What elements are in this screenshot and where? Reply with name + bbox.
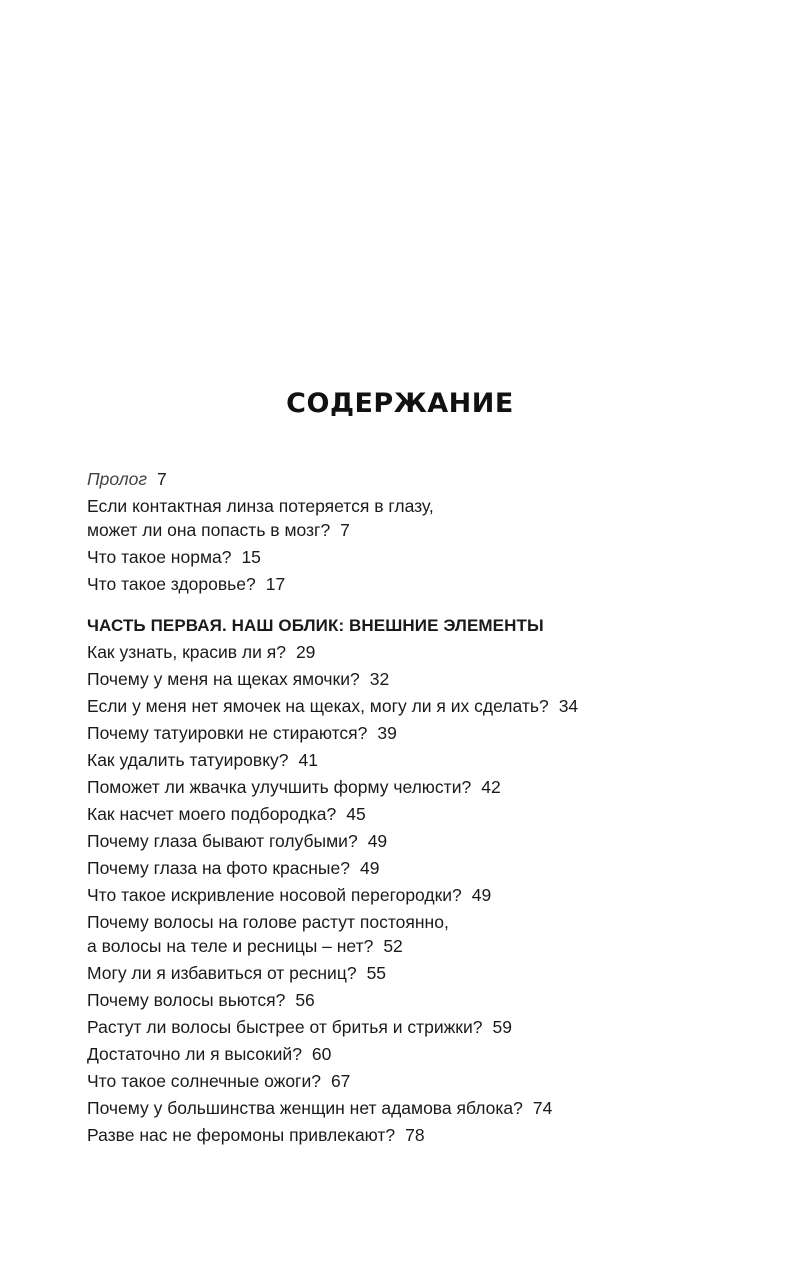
toc-entry-title: Как насчет моего подбородка? — [87, 804, 337, 824]
toc-entry[interactable] — [87, 545, 747, 569]
toc-entry-title: а волосы на теле и ресницы – нет? — [87, 936, 374, 956]
toc-entry-page: 67 — [330, 1071, 351, 1091]
toc-entry-title: Почему у большинства женщин нет адамова яблока? — [87, 1098, 523, 1118]
page-title: СОДЕРЖАНИЕ — [286, 388, 514, 419]
toc-entry-title: Почему глаза бывают голубыми? — [87, 831, 358, 851]
toc-entry[interactable] — [87, 467, 747, 491]
toc-entry-title: Растут ли волосы быстрее от бритья и стрижки? — [87, 1017, 483, 1037]
toc-entry-title: Пролог — [87, 469, 147, 489]
toc-entry-page: 39 — [377, 723, 397, 743]
toc-entry-title: Разве нас не феромоны привлекают? — [87, 1125, 396, 1145]
toc-entry-page: 52 — [383, 936, 403, 956]
toc-entry-page: 17 — [265, 574, 286, 594]
toc-entry[interactable] — [87, 883, 747, 907]
toc-entry-page: 45 — [346, 804, 366, 824]
toc-entry-title: Почему волосы вьются? — [87, 990, 286, 1010]
toc-entry[interactable] — [87, 910, 747, 958]
toc-entry-title: Как удалить татуировку? — [87, 750, 289, 770]
toc-entry-page: 78 — [405, 1125, 425, 1145]
toc-entry-title: может ли она попасть в мозг? — [87, 520, 331, 540]
toc-entry-page: 55 — [366, 963, 387, 983]
toc-entry-title: Могу ли я избавиться от ресниц? — [87, 963, 357, 983]
toc-entry[interactable] — [87, 829, 747, 853]
toc-entry-title: Если у меня нет ямочек на щеках, могу ли я их сделать? — [87, 696, 549, 716]
toc-entry-page: 29 — [295, 642, 316, 662]
toc-part-one — [87, 614, 747, 1150]
toc-entry[interactable] — [87, 572, 747, 596]
toc-entry[interactable] — [87, 856, 747, 880]
toc-intro — [87, 467, 747, 599]
toc-entry[interactable] — [87, 961, 747, 985]
toc-entry[interactable] — [87, 1069, 747, 1093]
toc-entry-page: 49 — [359, 858, 380, 878]
toc-entry-title: Что такое здоровье? — [87, 574, 256, 594]
toc-entry[interactable] — [87, 721, 747, 745]
toc-entry-title: Почему у меня на щеках ямочки? — [87, 669, 360, 689]
toc-entry-title: Почему волосы на голове растут постоянно, — [87, 912, 449, 932]
toc-entry-title: Что такое норма? — [87, 547, 232, 567]
toc-entry-title: Почему татуировки не стираются? — [87, 723, 368, 743]
toc-entry-title: Почему глаза на фото красные? — [87, 858, 350, 878]
toc-entry-title-line — [87, 518, 747, 542]
toc-entry[interactable] — [87, 667, 747, 691]
toc-entry[interactable] — [87, 748, 747, 772]
toc-entry[interactable] — [87, 640, 747, 664]
toc-entry-title-line — [87, 934, 747, 958]
toc-entry-title: Поможет ли жвачка улучшить форму челюсти? — [87, 777, 472, 797]
toc-entry-page: 56 — [295, 990, 315, 1010]
toc-entry[interactable] — [87, 802, 747, 826]
toc-entry[interactable] — [87, 494, 747, 542]
toc-entry-title: Как узнать, красив ли я? — [87, 642, 286, 662]
toc-entry-title: Достаточно ли я высокий? — [87, 1044, 302, 1064]
toc-entry-page: 60 — [311, 1044, 332, 1064]
toc-entry-page: 41 — [298, 750, 319, 770]
toc-entry-page: 42 — [481, 777, 501, 797]
toc-entry[interactable] — [87, 1096, 747, 1120]
toc-entry-page: 49 — [471, 885, 492, 905]
toc-entry[interactable] — [87, 1042, 747, 1066]
section-heading: ЧАСТЬ ПЕРВАЯ. НАШ ОБЛИК: ВНЕШНИЕ ЭЛЕМЕНТЫ — [87, 616, 544, 635]
toc-entry-page: 49 — [367, 831, 388, 851]
toc-entry-page: 59 — [492, 1017, 512, 1037]
toc-entry-page: 32 — [369, 669, 390, 689]
toc-entry[interactable] — [87, 988, 747, 1012]
toc-entry[interactable] — [87, 694, 747, 718]
toc-entry-title-line — [87, 494, 747, 518]
toc-entry-title: Что такое искривление носовой перегородки? — [87, 885, 462, 905]
toc-entry-title-line — [87, 910, 747, 934]
toc-entry-page: 34 — [558, 696, 579, 716]
toc-entry[interactable] — [87, 1123, 747, 1147]
toc-entry-page: 74 — [532, 1098, 553, 1118]
toc-entry[interactable] — [87, 1015, 747, 1039]
toc-entry-title: Что такое солнечные ожоги? — [87, 1071, 321, 1091]
toc-entry-title: Если контактная линза потеряется в глазу, — [87, 496, 434, 516]
toc-entry-page: 7 — [340, 520, 350, 540]
toc-entry-page: 7 — [157, 469, 167, 489]
toc-part-one-entries — [87, 640, 747, 1147]
toc-entry[interactable] — [87, 775, 747, 799]
toc-entry-page: 15 — [241, 547, 261, 567]
